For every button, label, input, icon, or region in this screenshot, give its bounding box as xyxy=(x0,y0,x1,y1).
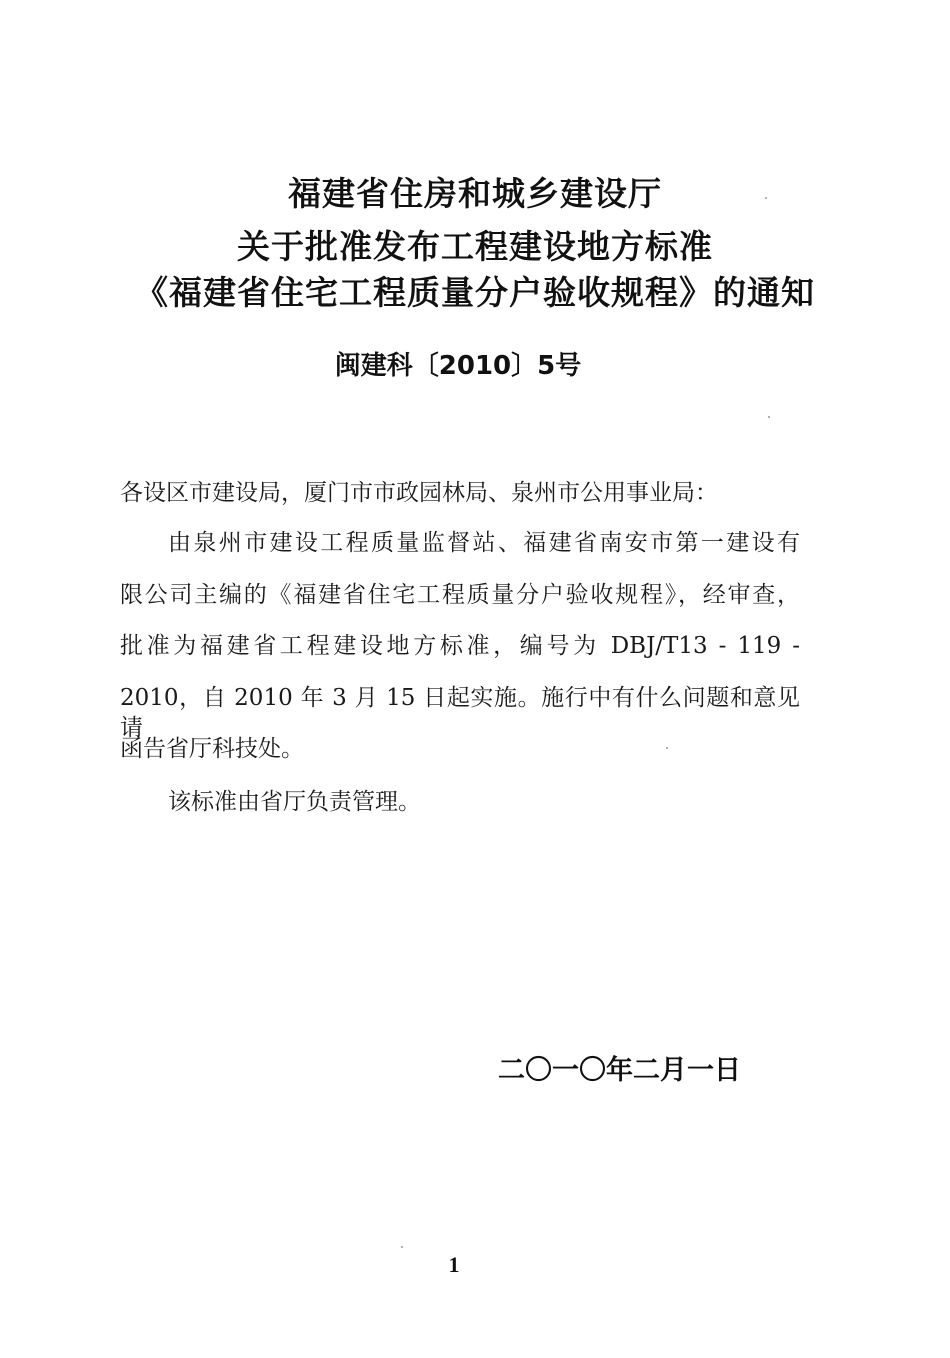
paragraph-1-line-4: 2010，自 2010 年 3 月 15 日起实施。施行中有什么问题和意见请 xyxy=(120,685,800,741)
paragraph-1-line-2: 限公司主编的《福建省住宅工程质量分户验收规程》，经审查， xyxy=(120,582,800,608)
scan-speck xyxy=(768,416,770,418)
paragraph-1-line-3: 批准为福建省工程建设地方标准，编号为 DBJ/T13 - 119 - xyxy=(120,633,800,659)
title-line-1: 福建省住房和城乡建设厅 xyxy=(288,174,662,213)
paragraph-2: 该标准由省厅负责管理。 xyxy=(168,789,421,815)
paragraph-1-line-1: 由泉州市建设工程质量监督站、福建省南安市第一建设有 xyxy=(168,530,800,556)
scan-speck xyxy=(765,197,767,199)
page-number: 1 xyxy=(448,1252,460,1277)
title-line-3: 《福建省住宅工程质量分户验收规程》的通知 xyxy=(135,273,815,312)
salutation: 各设区市建设局，厦门市市政园林局、泉州市公用事业局： xyxy=(120,480,718,506)
scan-speck xyxy=(401,1246,403,1248)
title-line-2: 关于批准发布工程建设地方标准 xyxy=(237,227,713,266)
issue-date: 二〇一〇年二月一日 xyxy=(498,1055,741,1086)
document-number: 闽建科〔2010〕5号 xyxy=(334,351,582,381)
scan-speck xyxy=(666,747,668,749)
paragraph-1-line-5: 函告省厅科技处。 xyxy=(120,736,304,762)
